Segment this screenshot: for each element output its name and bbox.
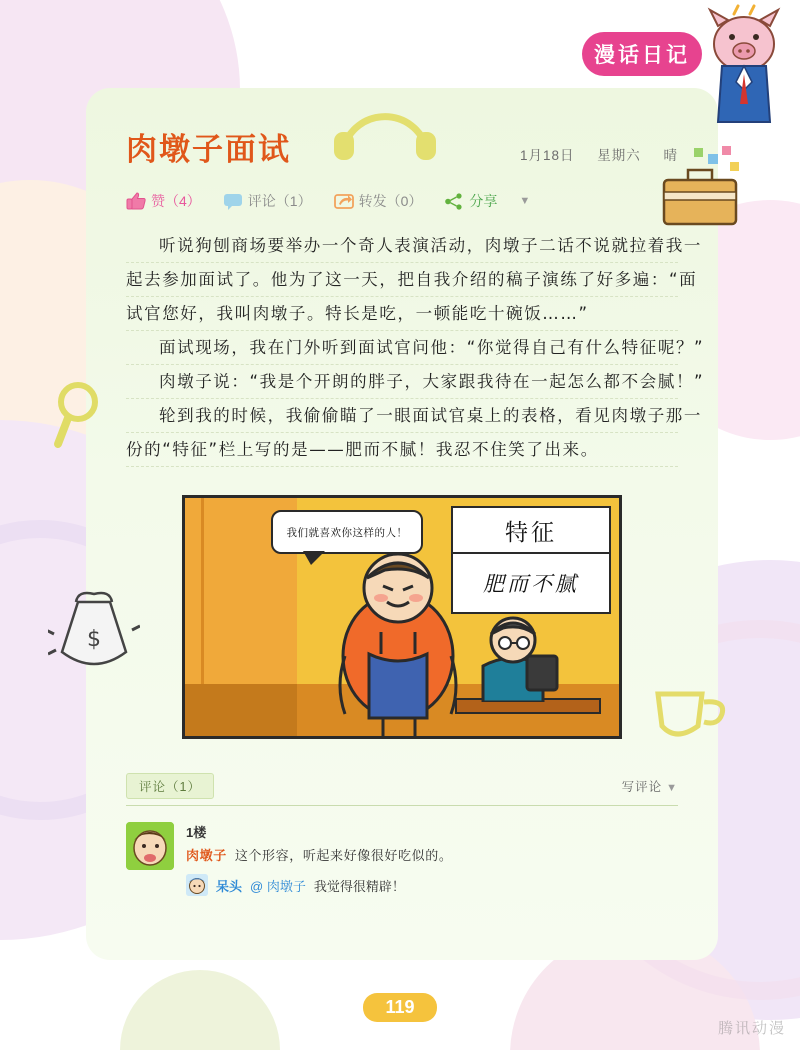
body-line: 试官您好，我叫肉墩子。特长是吃，一顿能吃十碗饭……” (126, 297, 678, 331)
money-bag-icon (48, 580, 140, 676)
comment-reply (186, 874, 678, 896)
evaluation-form (451, 506, 611, 614)
write-comment-button[interactable] (622, 777, 678, 795)
share-label: 分享 (469, 193, 498, 209)
reply-text: 我觉得很精辟！ (313, 878, 405, 894)
comment-button[interactable] (223, 191, 312, 211)
form-title: 特征 (453, 508, 609, 554)
avatar-face-icon (126, 822, 174, 870)
comment-user[interactable]: 肉墩子 (186, 848, 227, 863)
date-text: 1月18日 (519, 148, 575, 163)
write-comment-label: 写评论 (621, 780, 663, 794)
like-button[interactable] (126, 191, 201, 211)
chevron-down-icon[interactable]: ▼ (519, 195, 531, 207)
reply-user[interactable]: 呆头 (216, 878, 243, 894)
comment-line (186, 845, 678, 864)
thumbs-up-icon (126, 192, 146, 210)
magnifier-icon (52, 380, 108, 452)
brand-tag (582, 32, 702, 76)
watermark: 腾讯动漫 (717, 1020, 786, 1037)
pig-mascot-icon (698, 4, 790, 124)
comment-label: 评论（1） (247, 193, 312, 209)
reply-mention[interactable]: @ 肉墩子 (250, 878, 306, 894)
weather-text: 晴 (663, 148, 678, 163)
body-line: 面试现场，我在门外听到面试官问他：“你觉得自己有什么特征呢？” (126, 331, 678, 365)
reply-avatar-face-icon (186, 874, 208, 896)
headphones-icon (330, 92, 440, 162)
brand-tag-label: 漫话日记 (594, 44, 690, 67)
fat-character-illustration (323, 536, 473, 736)
comments-header (126, 773, 678, 806)
body-line: 肉墩子说：“我是个开朗的胖子，大家跟我待在一起怎么都不会腻！” (126, 365, 678, 399)
body-line: 轮到我的时候，我偷偷瞄了一眼面试官桌上的表格，看见肉墩子那一 (126, 399, 678, 433)
avatar[interactable] (126, 822, 174, 870)
comments-count-tag: 评论（1） (126, 773, 214, 799)
comment-floor: 1楼 (186, 825, 207, 840)
share-nodes-icon (444, 193, 464, 210)
suitcase-icon (652, 140, 748, 236)
comment-bubble-icon (223, 193, 243, 210)
reply-avatar[interactable] (186, 874, 208, 896)
page-number (0, 993, 800, 1022)
page-title: 肉墩子面试 (126, 132, 291, 168)
comic-floor-left (185, 684, 297, 736)
weekday-text: 星期六 (597, 148, 641, 163)
like-label: 赞（4） (151, 193, 201, 209)
forward-label: 转发（0） (358, 193, 423, 209)
svg-text:$: $ (87, 627, 101, 652)
body-line: 起去参加面试了。他为了这一天，把自我介绍的稿子演练了好多遍：“面 (126, 263, 678, 297)
share-button[interactable] (444, 191, 497, 211)
form-value: 肥而不腻 (483, 572, 579, 596)
comic-panel (182, 495, 622, 739)
diary-card (86, 88, 718, 960)
article-body (126, 229, 705, 467)
page-number-label: 119 (363, 993, 436, 1022)
chevron-down-icon: ▼ (666, 782, 678, 794)
forward-button[interactable] (334, 191, 423, 211)
teacup-icon (648, 680, 740, 748)
body-line: 份的“特征”栏上写的是——肥而不腻！我忍不住笑了出来。 (126, 433, 678, 467)
action-bar (126, 191, 678, 211)
comment-body (186, 822, 678, 896)
comment-text: 这个形容，听起来好像很好吃似的。 (234, 848, 453, 863)
speech-bubble: 我们就喜欢你这样的人！ (271, 510, 423, 554)
body-line: 听说狗刨商场要举办一个奇人表演活动，肉墩子二话不说就拉着我一 (126, 229, 678, 263)
comment-item (126, 822, 678, 896)
forward-arrow-icon (334, 193, 354, 210)
interviewer-illustration (465, 610, 561, 702)
